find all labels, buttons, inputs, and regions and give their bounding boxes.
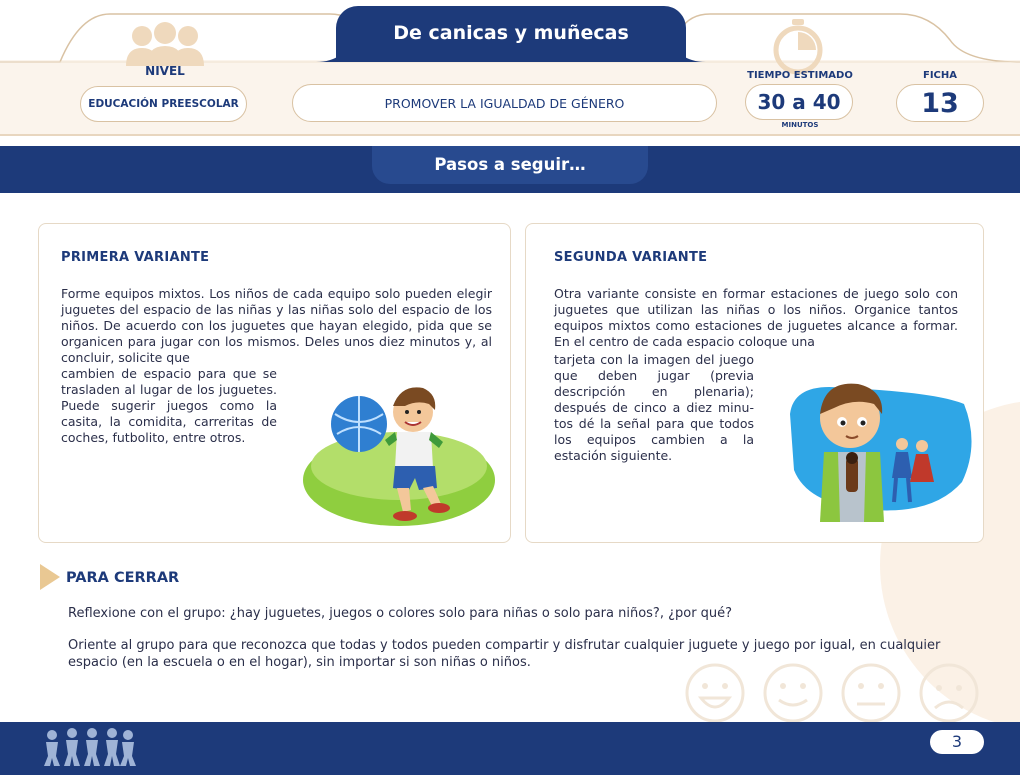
header-divider xyxy=(0,134,1020,136)
primera-variante-text-side: cambien de espacio para que se trasladen al lugar de los juguetes. Puede sugerir juegos como la casita, la comidita, carreritas de coches, futbolito, entre otros. xyxy=(61,366,277,445)
segunda-variante-text-side: tarjeta con la imagen del juego que deben jugar (previa descripción en plenaria); después de cinco a diez minutos dé la señal para que todos los equipos cambien a la estación siguiente. xyxy=(554,352,754,463)
clock-icon xyxy=(770,18,826,74)
tiempo-unit: MINUTOS xyxy=(781,121,819,129)
boy-ball-illustration xyxy=(301,370,497,530)
segunda-variante-title: SEGUNDA VARIANTE xyxy=(554,250,708,265)
primera-variante-card xyxy=(38,223,511,543)
people-logo-icon xyxy=(40,726,136,768)
proposito-value: PROMOVER LA IGUALDAD DE GÉNERO xyxy=(292,84,717,122)
arrow-right-icon xyxy=(40,564,60,590)
people-icon xyxy=(122,20,208,68)
footer-bar xyxy=(0,722,1020,775)
tiempo-value: 30 a 40 xyxy=(745,84,853,120)
segunda-variante-text: Otra variante consiste en formar estaciones de juego solo con juguetes que utilizan las niñas o los niños. Organice tantos equipos mixtos como estaciones de juguetes alcance a formar. En el centro de cada espacio coloque una xyxy=(554,286,958,349)
page-number: 3 xyxy=(930,730,984,754)
nivel-label: NIVEL xyxy=(145,64,185,78)
emotion-faces-decoration xyxy=(683,662,983,724)
section-title: Pasos a seguir… xyxy=(434,155,586,174)
primera-variante-text: Forme equipos mixtos. Los niños de cada equipo solo pueden elegir juguetes del espacio de las niñas y las niñas solo del espacio de los niños. De acuerdo con los juguetes que hayan elegido, pida que se organicen para jugar con los mismos. Deles unos diez minutos y, al concluir, solicite que xyxy=(61,286,492,365)
tiempo-label: TIEMPO ESTIMADO xyxy=(747,70,853,81)
ficha-label: FICHA xyxy=(923,70,957,81)
segunda-variante-card xyxy=(525,223,984,543)
primera-variante-title: PRIMERA VARIANTE xyxy=(61,250,210,265)
nivel-value: EDUCACIÓN PREESCOLAR xyxy=(80,86,247,122)
para-cerrar-paragraph-1: Reflexione con el grupo: ¿hay juguetes, juegos o colores solo para niñas o solo para niños?, ¿por qué? xyxy=(68,606,733,621)
page-title: De canicas y muñecas xyxy=(393,22,629,44)
para-cerrar-paragraph-2: Oriente al grupo para que reconozca que todas y todos pueden compartir y disfrutar cualquier juguete y juego por igual, en cualquier espacio (en la escuela o en el hogar), sin importar si son niñas o niños. xyxy=(68,638,941,670)
ficha-value: 13 xyxy=(896,84,984,122)
para-cerrar-title: PARA CERRAR xyxy=(66,570,180,586)
boy-dolls-illustration xyxy=(784,374,976,524)
